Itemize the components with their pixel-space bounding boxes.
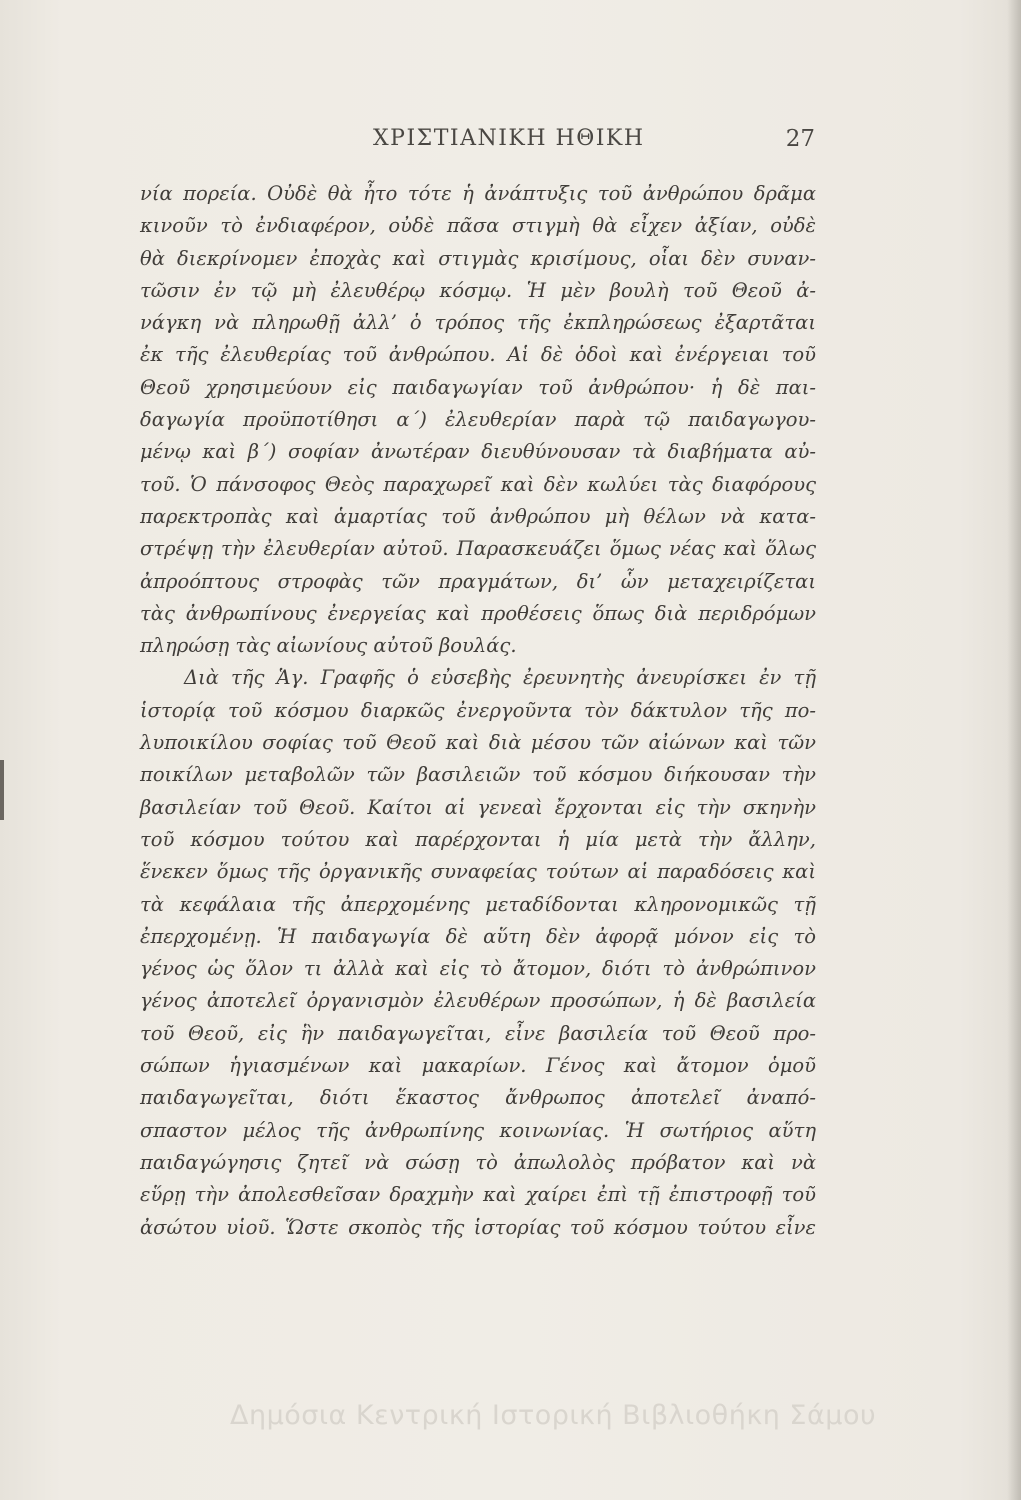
text-line: στρέψῃ τὴν ἐλευθερίαν αὐτοῦ. Παρασκευάζει ὅμως νέας καὶ ὅλως [140,537,816,561]
running-header [143,126,815,160]
text-line: κινοῦν τὸ ἐνδιαφέρον, οὐδὲ πᾶσα στιγμὴ θὰ εἶχεν ἀξίαν, οὐδὲ [140,214,816,238]
text-line: εὕρῃ τὴν ἀπολεσθεῖσαν δραχμὴν καὶ χαίρει ἐπὶ τῇ ἐπιστροφῇ τοῦ [140,1183,816,1207]
text-line: ἱστορίᾳ τοῦ κόσμου διαρκῶς ἐνεργοῦντα τὸν δάκτυλον τῆς πο- [140,698,816,722]
page-edge-mark [0,760,4,820]
text-line: σώπων ἡγιασμένων καὶ μακαρίων. Γένος καὶ ἄτομον ὁμοῦ [140,1054,816,1078]
text-line: ποικίλων μεταβολῶν τῶν βασιλειῶν τοῦ κόσμου διήκουσαν τὴν [140,763,816,787]
text-line: λυποικίλου σοφίας τοῦ Θεοῦ καὶ διὰ μέσου τῶν αἰώνων καὶ τῶν [140,731,816,755]
text-line: ἐπερχομένῃ. Ἡ παιδαγωγία δὲ αὕτη δὲν ἀφορᾷ μόνον εἰς τὸ [140,924,816,948]
text-line: νία πορεία. Οὐδὲ θὰ ἦτο τότε ἡ ἀνάπτυξις τοῦ ἀνθρώπου δρᾶμα [140,182,816,205]
text-line: ἀσώτου υἱοῦ. Ὥστε σκοπὸς τῆς ἱστορίας τοῦ κόσμου τούτου εἶνε [140,1215,816,1239]
text-line: γένος ἀποτελεῖ ὀργανισμὸν ἐλευθέρων προσώπων, ἡ δὲ βασιλεία [140,989,816,1013]
text-line: παιδαγώγησις ζητεῖ νὰ σώσῃ τὸ ἀπωλολὸς πρόβατον καὶ νὰ [140,1150,816,1174]
text-line: παιδαγωγεῖται, διότι ἕκαστος ἄνθρωπος ἀποτελεῖ ἀναπό- [140,1086,816,1110]
paragraph-end-line: πληρώσῃ τὰς αἰωνίους αὐτοῦ βουλάς. [140,634,517,658]
text-line: τοῦ Θεοῦ, εἰς ἣν παιδαγωγεῖται, εἶνε βασιλεία τοῦ Θεοῦ προ- [140,1021,816,1045]
text-line: μένῳ καὶ β΄) σοφίαν ἀνωτέραν διευθύνουσαν τὰ διαβήματα αὐ- [140,440,816,464]
text-line: τοῦ. Ὁ πάνσοφος Θεὸς παραχωρεῖ καὶ δὲν κωλύει τὰς διαφόρους [140,472,816,496]
text-line: σπαστον μέλος τῆς ἀνθρωπίνης κοινωνίας. Ἡ σωτήριος αὕτη [140,1118,816,1142]
text-line: θὰ διεκρίνομεν ἐποχὰς καὶ στιγμὰς κρισίμους, οἷαι δὲν συναν- [140,246,816,270]
text-line: ἀπροόπτους στροφὰς τῶν πραγμάτων, δι’ ὧν μεταχειρίζεται [140,569,816,593]
text-line: βασιλείαν τοῦ Θεοῦ. Καίτοι αἱ γενεαὶ ἔρχονται εἰς τὴν σκηνὴν [140,795,816,819]
text-line: παρεκτροπὰς καὶ ἁμαρτίας τοῦ ἀνθρώπου μὴ θέλων νὰ κατα- [140,504,816,528]
text-line: τὰς ἀνθρωπίνους ἐνεργείας καὶ προθέσεις ὅπως διὰ περιδρόμων [140,601,816,625]
page-number: 27 [785,126,815,152]
library-watermark: Δημόσια Κεντρική Ιστορική Βιβλιοθήκη Σάμου [230,1400,877,1431]
text-line: νάγκη νὰ πληρωθῇ ἀλλ’ ὁ τρόπος τῆς ἐκπληρώσεως ἐξαρτᾶται [140,311,816,335]
paragraph-start-line: Διὰ τῆς Ἁγ. Γραφῆς ὁ εὐσεβὴς ἐρευνητὴς ἀνευρίσκει ἐν τῇ [184,666,816,690]
text-line: τοῦ κόσμου τούτου καὶ παρέρχονται ἡ μία μετὰ τὴν ἄλλην, [140,827,816,851]
running-title: ΧΡΙΣΤΙΑΝΙΚΗ ΗΘΙΚΗ [373,126,645,151]
page-edge-shadow [1007,0,1021,1500]
text-line: Θεοῦ χρησιμεύουν εἰς παιδαγωγίαν τοῦ ἀνθρώπου· ἡ δὲ παι- [140,375,816,399]
text-line: τὰ κεφάλαια τῆς ἀπερχομένης μεταδίδονται κληρονομικῶς τῇ [140,892,816,916]
body-text [140,178,816,1244]
text-line: γένος ὡς ὅλον τι ἀλλὰ καὶ εἰς τὸ ἄτομον, διότι τὸ ἀνθρώπινον [140,957,816,981]
text-line: δαγωγία προϋποτίθησι α΄) ἐλευθερίαν παρὰ τῷ παιδαγωγου- [140,408,816,432]
text-line: ἐκ τῆς ἐλευθερίας τοῦ ἀνθρώπου. Αἱ δὲ ὁδοὶ καὶ ἐνέργειαι τοῦ [140,343,816,367]
text-line: τῶσιν ἐν τῷ μὴ ἐλευθέρῳ κόσμῳ. Ἡ μὲν βουλὴ τοῦ Θεοῦ ἀ- [140,278,816,302]
text-line: ἕνεκεν ὅμως τῆς ὀργανικῆς συναφείας τούτων αἱ παραδόσεις καὶ [140,860,816,884]
